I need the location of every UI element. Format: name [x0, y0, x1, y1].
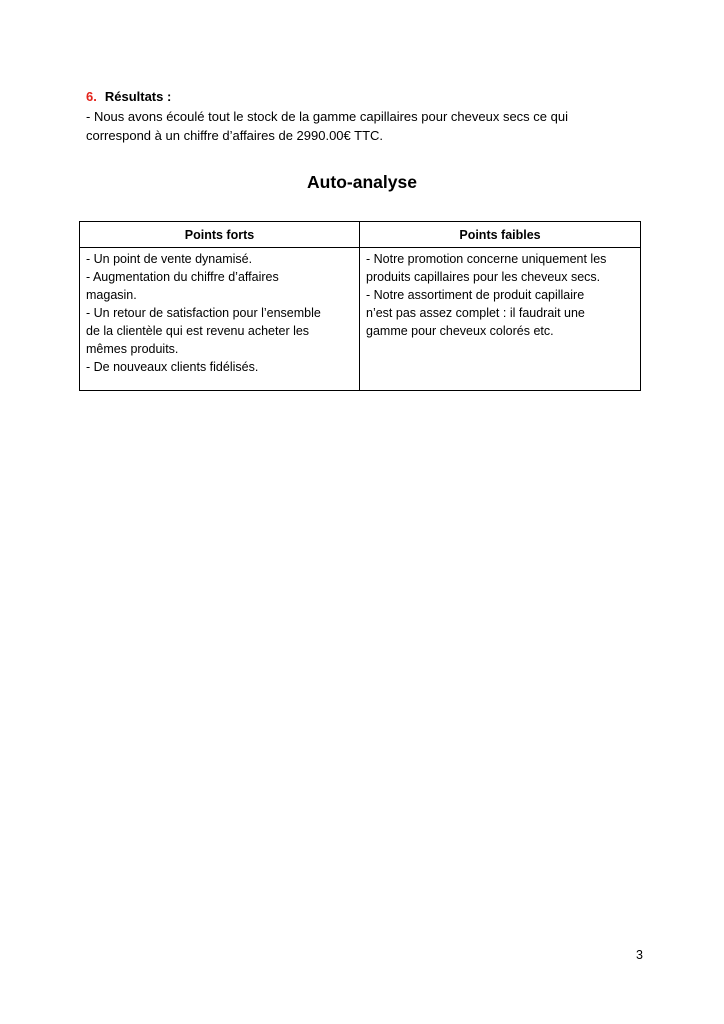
list-item: - Notre promotion concerne uniquement les [366, 252, 607, 266]
strengths-cell [80, 248, 360, 391]
list-item: produits capillaires pour les cheveux secs. [366, 270, 601, 284]
table-header-row [80, 222, 641, 248]
analysis-title: Auto-analyse [307, 172, 417, 192]
list-item: mêmes produits. [86, 342, 179, 356]
section-number: 6. [86, 89, 97, 104]
list-item: - Un retour de satisfaction pour l’ensemble [86, 306, 321, 320]
table-row [80, 248, 641, 391]
weaknesses-cell [360, 248, 641, 391]
results-line: correspond à un chiffre d’affaires de 2990.00€ TTC. [86, 128, 384, 143]
page-number: 3 [636, 948, 643, 962]
results-paragraph [86, 107, 646, 145]
analysis-table [79, 221, 641, 391]
list-item: gamme pour cheveux colorés etc. [366, 324, 554, 338]
list-item: - Augmentation du chiffre d’affaires [86, 270, 279, 284]
list-item: - Notre assortiment de produit capillaire [366, 288, 585, 302]
list-item: - De nouveaux clients fidélisés. [86, 360, 259, 374]
results-line: - Nous avons écoulé tout le stock de la gamme capillaires pour cheveux secs ce qui [86, 109, 568, 124]
column-header-weaknesses: Points faibles [360, 222, 641, 248]
list-item: de la clientèle qui est revenu acheter les [86, 324, 310, 338]
list-item: magasin. [86, 288, 137, 302]
list-item: n’est pas assez complet : il faudrait une [366, 306, 585, 320]
section-heading [86, 88, 171, 106]
section-title: Résultats : [104, 89, 172, 104]
column-header-strengths: Points forts [80, 222, 360, 248]
list-item: - Un point de vente dynamisé. [86, 252, 253, 266]
